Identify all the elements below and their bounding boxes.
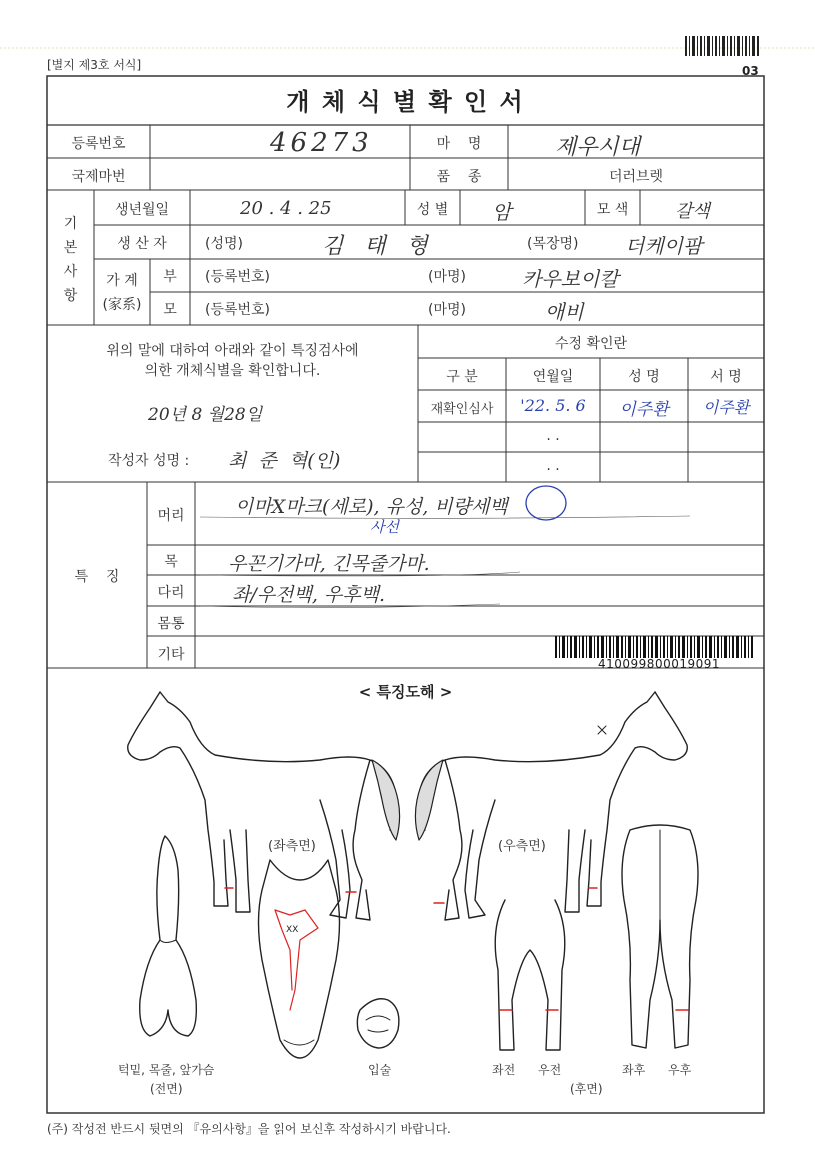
amend-col-name: 성 명 <box>628 369 660 385</box>
page-title: 개 체 식 별 확 인 서 <box>286 88 525 116</box>
dam-name-label: (마명) <box>428 302 466 318</box>
breed-label: 품 종 <box>436 169 482 185</box>
footer-note: (주) 작성전 반드시 뒷면의 『유의사항』을 읽어 보신후 작성하시기 바랍니다. <box>47 1122 451 1136</box>
producer-name-label: (성명) <box>205 236 243 252</box>
left-side-caption: (좌측면) <box>268 839 316 854</box>
amend-col-sign: 서 명 <box>710 369 742 385</box>
form-number: [별지 제3호 서식] <box>47 58 142 72</box>
page-code: 03 <box>742 64 759 78</box>
basic-section-label <box>47 212 94 308</box>
birth-label: 생년월일 <box>114 202 170 218</box>
amend-title: 수정 확인란 <box>554 336 628 352</box>
horse-rear-view-drawing <box>622 825 698 1048</box>
legs-label: 다리 <box>157 585 185 601</box>
neck-value: 우꼰기가마, 긴목줄가마. <box>228 553 430 575</box>
statement-line2: 의한 개체식별을 확인합니다. <box>144 363 321 379</box>
dam-reg-no-label: (등록번호) <box>205 302 271 318</box>
sire-reg-no-label: (등록번호) <box>205 269 271 285</box>
rear-caption: (후면) <box>570 1082 603 1096</box>
lip-caption: 입술 <box>368 1063 392 1077</box>
horse-front-legs-drawing <box>495 900 565 1050</box>
producer-name-value: 김 태 형 <box>322 234 428 259</box>
sire-name-label: (마명) <box>428 269 466 285</box>
neck-label: 목 <box>164 554 178 570</box>
front-caption: (전면) <box>150 1082 183 1096</box>
neck-caption: 턱밑, 목줄, 앞가슴 <box>118 1063 215 1077</box>
features-section-label: 특 징 <box>74 569 120 585</box>
sire-name-value: 카우보이칼 <box>522 267 619 291</box>
fore-left-caption: 좌전 <box>492 1063 516 1077</box>
amend-row1-sign: 이주환 <box>702 398 750 417</box>
sex-value: 암 <box>492 200 512 224</box>
writer-signature: 최 준 혁(인) <box>228 450 341 472</box>
intl-no-label: 국제마번 <box>71 169 126 185</box>
hind-right-caption: 우후 <box>668 1063 692 1077</box>
amend-row1-name: 이주환 <box>619 400 669 420</box>
horse-head-front-drawing <box>259 860 340 1058</box>
legs-value: 좌/우전백, 우후백. <box>232 584 385 606</box>
horse-right-side-drawing <box>415 692 687 920</box>
farm-value: 더케이팜 <box>625 234 703 258</box>
amend-col-type: 구 분 <box>446 369 478 385</box>
horse-name-value: 제우시대 <box>555 135 641 160</box>
reg-no-label: 등록번호 <box>71 136 126 152</box>
head-value: 이마X마크(세로), 유성, 비량세백 <box>235 496 508 518</box>
svg-text:XX: XX <box>286 925 299 935</box>
color-label: 모 색 <box>596 202 629 218</box>
top-barcode <box>685 36 759 56</box>
head-sub-value: 사선 <box>370 518 399 536</box>
statement-line1: 위의 말에 대하여 아래와 같이 특징검사에 <box>106 343 359 359</box>
basic-label-char: 기 <box>63 216 78 232</box>
amend-row3-date: . . <box>546 458 560 474</box>
etc-label: 기타 <box>157 647 185 663</box>
writer-label: 작성자 성명 : <box>108 453 190 469</box>
horse-lips-drawing <box>357 999 399 1048</box>
body-label: 몸통 <box>157 616 185 632</box>
basic-label-char: 본 <box>63 240 78 256</box>
pedigree-label: 가 계 <box>106 273 138 289</box>
farm-label: (목장명) <box>527 236 579 252</box>
amend-col-date: 연월일 <box>532 369 574 385</box>
right-side-caption: (우측면) <box>498 839 546 854</box>
dam-name-value: 애비 <box>545 300 584 324</box>
barcode-number: 410099800019091 <box>598 657 721 671</box>
amend-row1-date: '22. 5. 6 <box>520 396 586 415</box>
birth-value: 20 . 4 . 25 <box>240 198 332 219</box>
sire-label: 부 <box>163 269 177 285</box>
producer-label: 생 산 자 <box>117 236 167 252</box>
sex-label: 성 별 <box>416 202 449 218</box>
amend-row1-type: 재확인심사 <box>430 402 494 417</box>
horse-name-label: 마 명 <box>436 136 482 152</box>
color-value: 갈색 <box>675 201 710 222</box>
amend-row2-date: . . <box>546 428 560 444</box>
pedigree-sub: (家系) <box>102 297 142 313</box>
dam-label: 모 <box>163 302 177 318</box>
basic-label-char: 항 <box>63 288 78 304</box>
hind-left-caption: 좌후 <box>622 1063 646 1077</box>
breed-value: 더러브렛 <box>608 169 664 185</box>
head-label: 머리 <box>157 508 185 524</box>
reg-no-value: 46273 <box>270 128 373 158</box>
basic-label-char: 사 <box>63 264 78 280</box>
fore-right-caption: 우전 <box>538 1063 562 1077</box>
horse-neck-underside-drawing <box>140 836 197 1036</box>
confirm-date: 20년 8 월28일 <box>148 405 263 425</box>
diagram-title: < 특징도해 > <box>358 683 453 701</box>
sticker-barcode <box>555 636 753 658</box>
